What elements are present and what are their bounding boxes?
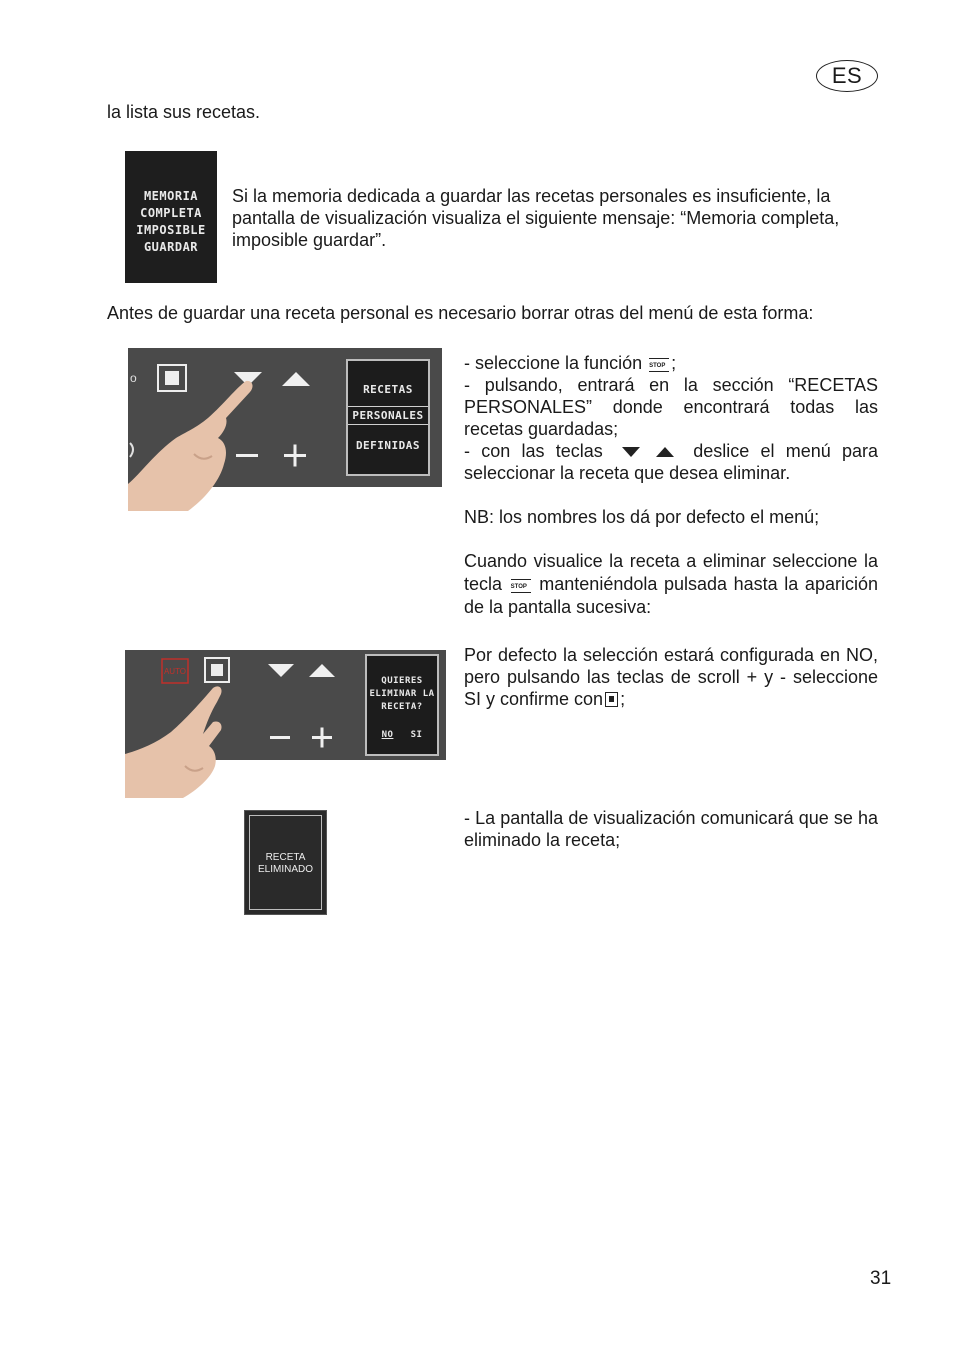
page-number: 31: [870, 1268, 892, 1289]
default-selection-text: [464, 644, 878, 710]
display-line: MEMORIA: [143, 189, 199, 203]
step1-text: - seleccione la función: [464, 353, 643, 373]
language-badge: ES: [816, 60, 878, 92]
wifi-icon: [130, 443, 133, 457]
stop-icon: STOP: [511, 579, 531, 593]
when-text-end: manteniéndola pulsada hasta la aparición de la pantalla sucesiva:: [464, 574, 878, 617]
nb-note: NB: los nombres los dá por defecto el menú;: [464, 507, 820, 527]
plus-key-icon-v: [294, 445, 297, 467]
plus-key-icon-v: [321, 728, 324, 748]
deleted-display: [249, 815, 322, 910]
confirm-key-inner: [165, 371, 179, 385]
step3-text: - con las teclas: [464, 441, 603, 461]
control-panel-recetas: [128, 348, 442, 487]
display-line: RECETA?: [381, 702, 423, 712]
memory-full-display: [125, 151, 217, 283]
option-si: SI: [410, 730, 423, 740]
step3-text-end: deslice el menú para seleccionar la receta que desea eliminar.: [464, 441, 878, 483]
display-line: IMPOSIBLE: [136, 223, 206, 237]
intro-text: la lista sus recetas.: [107, 102, 261, 122]
default-selection-body: Por defecto la selección estará configurada en NO, pero pulsando las teclas de scroll + y - seleccione SI y confirme con: [464, 645, 878, 709]
stop-icon: STOP: [649, 358, 669, 372]
display-line: ELIMINADO: [257, 864, 313, 875]
recetas-display: [346, 359, 430, 476]
step-press-enter: - pulsando, entrará en la sección “RECETAS PERSONALES” donde encontrará todas las recetas guardadas;: [464, 375, 878, 439]
option-no: NO: [381, 730, 394, 740]
steps-block: [464, 352, 878, 619]
arrow-down-icon: [622, 447, 640, 457]
display-line: GUARDAR: [143, 240, 199, 254]
display-line: COMPLETA: [140, 206, 202, 220]
minus-key-icon: [270, 736, 290, 739]
delete-confirm-display: [365, 654, 439, 756]
deleted-text: - La pantalla de visualización comunicará que se ha eliminado la receta;: [464, 808, 878, 850]
display-line: DEFINIDAS: [355, 439, 421, 452]
confirm-icon: [605, 692, 618, 707]
memory-full-text: Si la memoria dedicada a guardar las recetas personales es insuficiente, la pantalla de visualización visualiza el siguiente mensaje: “Memoria completa, imposible guardar”.: [232, 186, 840, 250]
arrow-up-key-icon: [309, 664, 335, 677]
when-visualize: [464, 550, 878, 619]
confirm-key-inner: [211, 664, 223, 676]
arrow-up-icon: [656, 447, 674, 457]
step-select-function: [464, 352, 878, 374]
hand-illustration: [128, 381, 253, 511]
display-line-selected: PERSONALES: [348, 406, 428, 425]
auto-key-label: AUTO: [163, 667, 187, 676]
before-save-text: Antes de guardar una receta personal es necesario borrar otras del menú de esta forma:: [107, 303, 814, 323]
control-panel-delete: [125, 650, 446, 760]
step1-end: ;: [671, 353, 677, 373]
arrow-up-key-icon: [282, 372, 310, 386]
when-text: Cuando visualice la receta a eliminar seleccione la tecla: [464, 551, 878, 594]
step-scroll: [464, 440, 878, 484]
display-line: ELIMINAR LA: [369, 689, 435, 699]
default-selection-end: ;: [620, 689, 626, 709]
display-line: RECETAS: [363, 383, 413, 396]
minus-key-icon: [236, 454, 258, 457]
arrow-down-key-icon: [268, 664, 294, 677]
deleted-display-frame: [244, 810, 327, 915]
display-line: QUIERES: [381, 676, 423, 686]
display-line: RECETA: [265, 852, 306, 863]
hand-illustration: [125, 686, 222, 798]
panel-side-label: o: [130, 371, 137, 385]
